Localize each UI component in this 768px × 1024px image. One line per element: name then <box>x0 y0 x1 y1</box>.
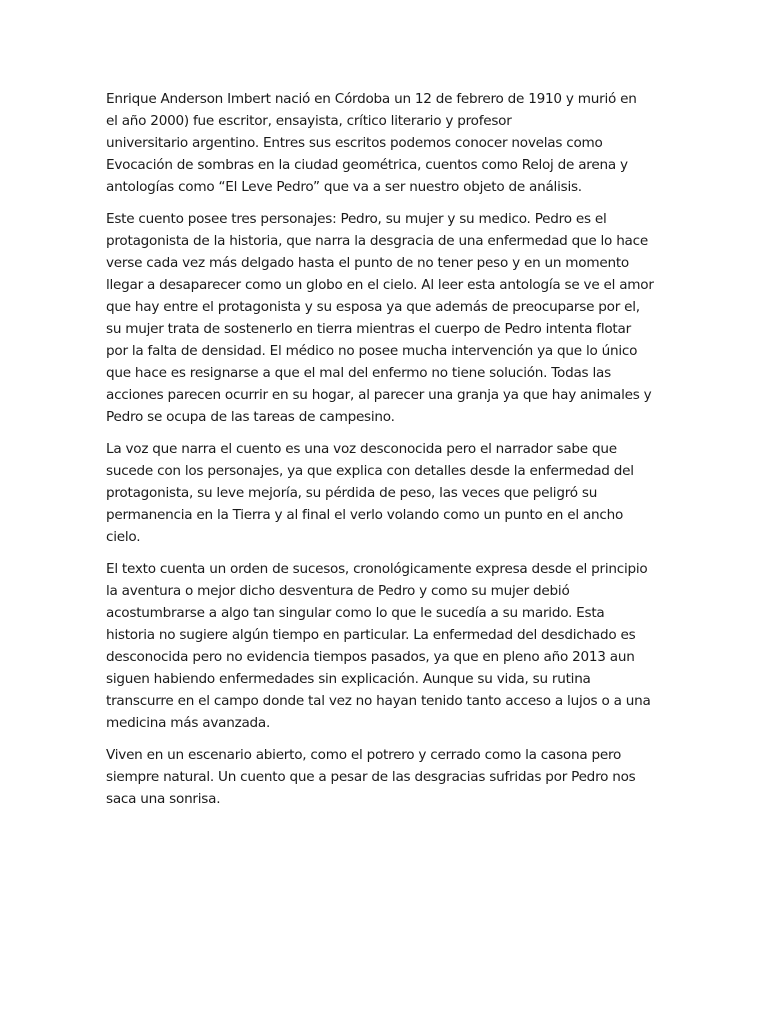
text-line: La voz que narra el cuento es una voz desconocida pero el narrador sabe que <box>106 441 617 457</box>
text-line: Enrique Anderson Imbert nació en Córdoba un 12 de febrero de 1910 y murió en <box>106 91 637 107</box>
text-line: Evocación de sombras en la ciudad geométrica, cuentos como Reloj de arena y <box>106 157 628 173</box>
text-line: El texto cuenta un orden de sucesos, cronológicamente expresa desde el principio <box>106 561 648 577</box>
text-line: acostumbrarse a algo tan singular como lo que le sucedía a su marido. Esta <box>106 605 605 621</box>
text-line: sucede con los personajes, ya que explica con detalles desde la enfermedad del <box>106 463 634 479</box>
text-line: antologías como “El Leve Pedro” que va a ser nuestro objeto de análisis. <box>106 179 582 195</box>
text-line: que hay entre el protagonista y su esposa ya que además de preocuparse por el, <box>106 299 640 315</box>
text-line: llegar a desaparecer como un globo en el cielo. Al leer esta antología se ve el amor <box>106 277 654 293</box>
text-line: universitario argentino. Entres sus escritos podemos conocer novelas como <box>106 135 603 151</box>
text-line: saca una sonrisa. <box>106 791 221 807</box>
text-line: la aventura o mejor dicho desventura de Pedro y como su mujer debió <box>106 583 570 599</box>
text-line: cielo. <box>106 529 141 545</box>
text-line: siguen habiendo enfermedades sin explicación. Aunque su vida, su rutina <box>106 671 591 687</box>
paragraph-2 <box>106 208 666 428</box>
text-line: por la falta de densidad. El médico no posee mucha intervención ya que lo único <box>106 343 638 359</box>
text-line: siempre natural. Un cuento que a pesar de las desgracias sufridas por Pedro nos <box>106 769 636 785</box>
text-line: medicina más avanzada. <box>106 715 271 731</box>
paragraph-1 <box>106 88 666 198</box>
text-line: protagonista, su leve mejoría, su pérdida de peso, las veces que peligró su <box>106 485 598 501</box>
paragraph-5 <box>106 744 666 810</box>
text-line: Pedro se ocupa de las tareas de campesino. <box>106 409 395 425</box>
text-line: verse cada vez más delgado hasta el punto de no tener peso y en un momento <box>106 255 629 271</box>
text-line: que hace es resignarse a que el mal del enfermo no tiene solución. Todas las <box>106 365 611 381</box>
text-line: transcurre en el campo donde tal vez no hayan tenido tanto acceso a lujos o a una <box>106 693 651 709</box>
paragraph-4 <box>106 558 666 734</box>
text-line: historia no sugiere algún tiempo en particular. La enfermedad del desdichado es <box>106 627 636 643</box>
text-line: su mujer trata de sostenerlo en tierra mientras el cuerpo de Pedro intenta flotar <box>106 321 631 337</box>
text-line: Viven en un escenario abierto, como el potrero y cerrado como la casona pero <box>106 747 622 763</box>
text-line: protagonista de la historia, que narra la desgracia de una enfermedad que lo hace <box>106 233 648 249</box>
text-line: acciones parecen ocurrir en su hogar, al parecer una granja ya que hay animales y <box>106 387 652 403</box>
text-line: Este cuento posee tres personajes: Pedro, su mujer y su medico. Pedro es el <box>106 211 607 227</box>
text-line: desconocida pero no evidencia tiempos pasados, ya que en pleno año 2013 aun <box>106 649 635 665</box>
document-body <box>106 88 666 820</box>
text-line: el año 2000) fue escritor, ensayista, crítico literario y profesor <box>106 113 512 129</box>
text-line: permanencia en la Tierra y al final el verlo volando como un punto en el ancho <box>106 507 624 523</box>
paragraph-3 <box>106 438 666 548</box>
